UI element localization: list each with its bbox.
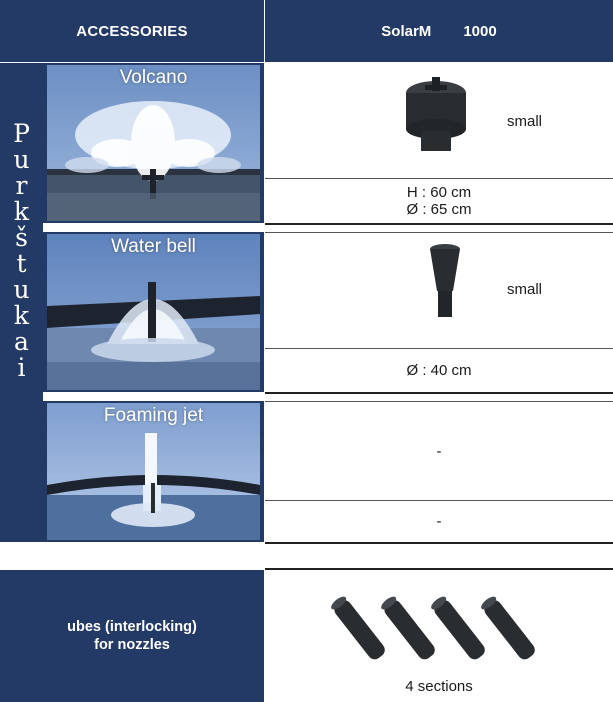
water-bell-nozzle-icon bbox=[425, 243, 465, 323]
side-letter: P bbox=[13, 119, 30, 148]
water-bell-size: small bbox=[507, 281, 543, 298]
tubes-label-cell bbox=[0, 570, 264, 702]
water-bell-dimensions-cell bbox=[265, 349, 613, 391]
divider bbox=[265, 392, 613, 394]
side-letter: u bbox=[13, 275, 30, 304]
volcano-title: Volcano bbox=[119, 67, 188, 88]
divider bbox=[265, 178, 613, 179]
water-bell-title: Water bell bbox=[111, 236, 196, 257]
foaming-jet-title: Foaming jet bbox=[103, 405, 204, 426]
foaming-jet-photo bbox=[43, 401, 264, 542]
side-letter: r bbox=[15, 171, 28, 200]
tubes-label-line1: ubes (interlocking) bbox=[67, 619, 197, 635]
foaming-jet-dimensions-cell bbox=[265, 501, 613, 542]
side-letter: a bbox=[14, 327, 29, 356]
volcano-dimensions-cell bbox=[265, 180, 613, 222]
side-letter: k bbox=[13, 197, 30, 226]
tubes-label-line2: for nozzles bbox=[94, 637, 170, 653]
volcano-height: H : 60 cm bbox=[406, 184, 472, 201]
volcano-size: small bbox=[507, 113, 543, 130]
side-letter: i bbox=[17, 353, 26, 382]
tubes-icon bbox=[331, 590, 551, 670]
model-number: 1000 bbox=[463, 22, 497, 40]
model-header bbox=[265, 0, 613, 62]
tubes-sections: 4 sections bbox=[405, 678, 473, 695]
accessories-header bbox=[0, 0, 264, 62]
water-bell-photo bbox=[43, 232, 264, 392]
volcano-nozzle-icon bbox=[401, 75, 471, 165]
divider bbox=[265, 223, 613, 225]
volcano-nozzle-cell bbox=[265, 63, 613, 179]
foaming-jet-dimension: - bbox=[436, 513, 442, 530]
accessories-header-text: ACCESSORIES bbox=[76, 22, 188, 40]
tubes-image-cell bbox=[265, 570, 613, 702]
side-letter: š bbox=[15, 223, 28, 252]
divider bbox=[265, 542, 613, 544]
water-bell-diameter: Ø : 40 cm bbox=[406, 361, 472, 379]
side-letter: k bbox=[13, 301, 30, 330]
volcano-photo bbox=[43, 63, 264, 223]
model-name: SolarM bbox=[381, 22, 432, 40]
nozzles-side-label bbox=[0, 63, 43, 542]
foaming-jet-value: - bbox=[436, 442, 442, 460]
water-bell-nozzle-cell bbox=[265, 233, 613, 348]
side-letter: u bbox=[13, 145, 30, 174]
side-letter: t bbox=[16, 249, 27, 278]
foaming-jet-cell bbox=[265, 402, 613, 500]
volcano-diameter: Ø : 65 cm bbox=[406, 201, 472, 218]
